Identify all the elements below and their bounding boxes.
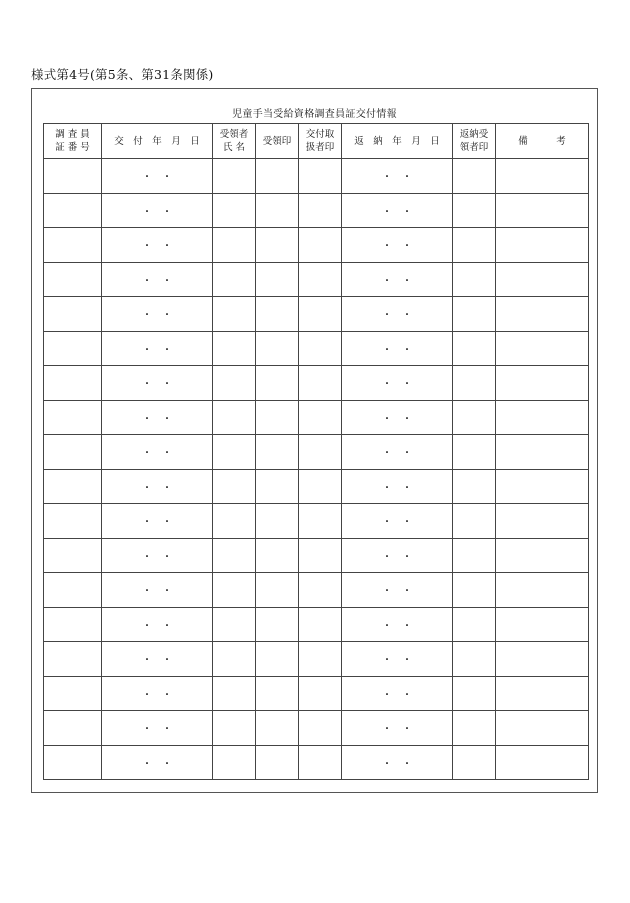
date-placeholder: ・ ・	[382, 517, 412, 529]
issuer-seal-cell[interactable]	[299, 607, 342, 642]
date-placeholder: ・ ・	[382, 241, 412, 253]
recipient-name-cell[interactable]	[213, 642, 256, 677]
investigator-id-cell[interactable]	[44, 642, 102, 677]
recipient-seal-cell[interactable]	[256, 676, 299, 711]
issue-date-cell[interactable]	[102, 366, 213, 401]
date-placeholder: ・ ・	[382, 310, 412, 322]
investigator-id-cell[interactable]	[44, 193, 102, 228]
return-date-cell[interactable]	[342, 228, 453, 263]
return-receiver-seal-cell[interactable]	[453, 159, 496, 194]
investigator-id-cell[interactable]	[44, 297, 102, 332]
table-row	[44, 676, 589, 711]
table-row	[44, 331, 589, 366]
return-date-cell[interactable]	[342, 504, 453, 539]
date-placeholder: ・ ・	[382, 655, 412, 667]
return-date-cell[interactable]	[342, 297, 453, 332]
date-placeholder: ・ ・	[142, 413, 172, 425]
date-placeholder: ・ ・	[382, 206, 412, 218]
issuer-seal-cell[interactable]	[299, 469, 342, 504]
recipient-seal-cell[interactable]	[256, 607, 299, 642]
remarks-cell[interactable]	[496, 642, 589, 677]
date-placeholder: ・ ・	[382, 448, 412, 460]
return-receiver-seal-cell[interactable]	[453, 193, 496, 228]
issuer-seal-cell[interactable]	[299, 573, 342, 608]
header-return-receiver-seal: 返納受 領者印	[453, 124, 496, 159]
issuer-seal-cell[interactable]	[299, 642, 342, 677]
return-date-cell[interactable]	[342, 469, 453, 504]
recipient-name-cell[interactable]	[213, 228, 256, 263]
recipient-name-cell[interactable]	[213, 573, 256, 608]
table-body	[44, 159, 589, 780]
date-placeholder: ・ ・	[142, 655, 172, 667]
recipient-seal-cell[interactable]	[256, 159, 299, 194]
date-placeholder: ・ ・	[382, 379, 412, 391]
recipient-name-cell[interactable]	[213, 607, 256, 642]
issue-date-cell[interactable]	[102, 642, 213, 677]
issue-date-cell[interactable]	[102, 538, 213, 573]
table-row	[44, 745, 589, 780]
recipient-name-cell[interactable]	[213, 331, 256, 366]
recipient-seal-cell[interactable]	[256, 642, 299, 677]
table-row	[44, 711, 589, 746]
date-placeholder: ・ ・	[382, 620, 412, 632]
table-title: 児童手当受給資格調査員証交付情報	[232, 109, 397, 120]
return-receiver-seal-cell[interactable]	[453, 366, 496, 401]
recipient-seal-cell[interactable]	[256, 400, 299, 435]
date-placeholder: ・ ・	[382, 482, 412, 494]
issuer-seal-cell[interactable]	[299, 228, 342, 263]
issuer-seal-cell[interactable]	[299, 159, 342, 194]
remarks-cell[interactable]	[496, 400, 589, 435]
recipient-seal-cell[interactable]	[256, 711, 299, 746]
date-placeholder: ・ ・	[142, 517, 172, 529]
investigator-id-cell[interactable]	[44, 676, 102, 711]
table-row	[44, 262, 589, 297]
issuer-seal-cell[interactable]	[299, 297, 342, 332]
table-row	[44, 159, 589, 194]
recipient-name-cell[interactable]	[213, 711, 256, 746]
recipient-name-cell[interactable]	[213, 400, 256, 435]
recipient-name-cell[interactable]	[213, 745, 256, 780]
date-placeholder: ・ ・	[382, 275, 412, 287]
table-row	[44, 193, 589, 228]
return-date-cell[interactable]	[342, 642, 453, 677]
investigator-id-cell[interactable]	[44, 573, 102, 608]
return-receiver-seal-cell[interactable]	[453, 504, 496, 539]
recipient-name-cell[interactable]	[213, 159, 256, 194]
issue-date-cell[interactable]	[102, 573, 213, 608]
investigator-id-cell[interactable]	[44, 607, 102, 642]
table-row	[44, 573, 589, 608]
date-placeholder: ・ ・	[142, 586, 172, 598]
return-receiver-seal-cell[interactable]	[453, 573, 496, 608]
issue-date-cell[interactable]	[102, 400, 213, 435]
return-date-cell[interactable]	[342, 711, 453, 746]
remarks-cell[interactable]	[496, 469, 589, 504]
investigator-id-cell[interactable]	[44, 745, 102, 780]
header-issue-date: 交 付 年 月 日	[102, 124, 213, 159]
issuer-seal-cell[interactable]	[299, 538, 342, 573]
table-row	[44, 469, 589, 504]
return-receiver-seal-cell[interactable]	[453, 676, 496, 711]
return-receiver-seal-cell[interactable]	[453, 745, 496, 780]
investigator-id-cell[interactable]	[44, 262, 102, 297]
return-date-cell[interactable]	[342, 262, 453, 297]
issue-date-cell[interactable]	[102, 469, 213, 504]
recipient-name-cell[interactable]	[213, 297, 256, 332]
date-placeholder: ・ ・	[142, 620, 172, 632]
recipient-seal-cell[interactable]	[256, 331, 299, 366]
recipient-seal-cell[interactable]	[256, 573, 299, 608]
return-receiver-seal-cell[interactable]	[453, 469, 496, 504]
issuer-seal-cell[interactable]	[299, 400, 342, 435]
recipient-seal-cell[interactable]	[256, 469, 299, 504]
recipient-name-cell[interactable]	[213, 435, 256, 470]
return-date-cell[interactable]	[342, 435, 453, 470]
recipient-seal-cell[interactable]	[256, 366, 299, 401]
issuer-seal-cell[interactable]	[299, 435, 342, 470]
issue-date-cell[interactable]	[102, 262, 213, 297]
return-receiver-seal-cell[interactable]	[453, 331, 496, 366]
remarks-cell[interactable]	[496, 331, 589, 366]
recipient-name-cell[interactable]	[213, 469, 256, 504]
table-row	[44, 435, 589, 470]
recipient-seal-cell[interactable]	[256, 193, 299, 228]
issue-date-cell[interactable]	[102, 228, 213, 263]
remarks-cell[interactable]	[496, 676, 589, 711]
return-date-cell[interactable]	[342, 159, 453, 194]
investigator-id-cell[interactable]	[44, 538, 102, 573]
record-table	[43, 123, 589, 780]
header-return-date: 返 納 年 月 日	[342, 124, 453, 159]
date-placeholder: ・ ・	[142, 310, 172, 322]
table-row	[44, 607, 589, 642]
issuer-seal-cell[interactable]	[299, 676, 342, 711]
return-date-cell[interactable]	[342, 193, 453, 228]
issuer-seal-cell[interactable]	[299, 366, 342, 401]
date-placeholder: ・ ・	[142, 275, 172, 287]
table-row	[44, 297, 589, 332]
date-placeholder: ・ ・	[142, 206, 172, 218]
remarks-cell[interactable]	[496, 573, 589, 608]
recipient-name-cell[interactable]	[213, 538, 256, 573]
date-placeholder: ・ ・	[142, 241, 172, 253]
date-placeholder: ・ ・	[382, 551, 412, 563]
date-placeholder: ・ ・	[142, 724, 172, 736]
date-placeholder: ・ ・	[142, 758, 172, 770]
date-placeholder: ・ ・	[142, 448, 172, 460]
return-date-cell[interactable]	[342, 366, 453, 401]
remarks-cell[interactable]	[496, 538, 589, 573]
date-placeholder: ・ ・	[382, 758, 412, 770]
return-receiver-seal-cell[interactable]	[453, 400, 496, 435]
return-date-cell[interactable]	[342, 676, 453, 711]
remarks-cell[interactable]	[496, 193, 589, 228]
remarks-cell[interactable]	[496, 607, 589, 642]
issue-date-cell[interactable]	[102, 711, 213, 746]
date-placeholder: ・ ・	[382, 172, 412, 184]
recipient-seal-cell[interactable]	[256, 745, 299, 780]
remarks-cell[interactable]	[496, 262, 589, 297]
remarks-cell[interactable]	[496, 366, 589, 401]
return-date-cell[interactable]	[342, 573, 453, 608]
date-placeholder: ・ ・	[382, 413, 412, 425]
header-investigator-id: 調 査 員 証 番 号	[44, 124, 102, 159]
remarks-cell[interactable]	[496, 504, 589, 539]
header-row	[44, 124, 589, 159]
recipient-seal-cell[interactable]	[256, 228, 299, 263]
recipient-seal-cell[interactable]	[256, 435, 299, 470]
issue-date-cell[interactable]	[102, 331, 213, 366]
table-row	[44, 504, 589, 539]
investigator-id-cell[interactable]	[44, 159, 102, 194]
recipient-seal-cell[interactable]	[256, 504, 299, 539]
investigator-id-cell[interactable]	[44, 504, 102, 539]
issue-date-cell[interactable]	[102, 607, 213, 642]
table-row	[44, 228, 589, 263]
investigator-id-cell[interactable]	[44, 366, 102, 401]
recipient-name-cell[interactable]	[213, 676, 256, 711]
table-row	[44, 400, 589, 435]
issue-date-cell[interactable]	[102, 676, 213, 711]
recipient-name-cell[interactable]	[213, 193, 256, 228]
return-receiver-seal-cell[interactable]	[453, 228, 496, 263]
return-receiver-seal-cell[interactable]	[453, 607, 496, 642]
return-receiver-seal-cell[interactable]	[453, 538, 496, 573]
date-placeholder: ・ ・	[142, 172, 172, 184]
return-receiver-seal-cell[interactable]	[453, 262, 496, 297]
date-placeholder: ・ ・	[142, 689, 172, 701]
header-recipient-seal: 受領印	[256, 124, 299, 159]
issuer-seal-cell[interactable]	[299, 331, 342, 366]
investigator-id-cell[interactable]	[44, 228, 102, 263]
remarks-cell[interactable]	[496, 297, 589, 332]
remarks-cell[interactable]	[496, 745, 589, 780]
header-remarks: 備 考	[496, 124, 589, 159]
date-placeholder: ・ ・	[382, 344, 412, 356]
investigator-id-cell[interactable]	[44, 435, 102, 470]
issuer-seal-cell[interactable]	[299, 193, 342, 228]
return-receiver-seal-cell[interactable]	[453, 642, 496, 677]
issue-date-cell[interactable]	[102, 504, 213, 539]
return-receiver-seal-cell[interactable]	[453, 711, 496, 746]
form-frame	[31, 88, 598, 793]
recipient-seal-cell[interactable]	[256, 538, 299, 573]
investigator-id-cell[interactable]	[44, 331, 102, 366]
date-placeholder: ・ ・	[142, 344, 172, 356]
table-row	[44, 642, 589, 677]
issue-date-cell[interactable]	[102, 297, 213, 332]
date-placeholder: ・ ・	[142, 482, 172, 494]
return-receiver-seal-cell[interactable]	[453, 435, 496, 470]
date-placeholder: ・ ・	[382, 724, 412, 736]
return-date-cell[interactable]	[342, 400, 453, 435]
recipient-name-cell[interactable]	[213, 366, 256, 401]
issue-date-cell[interactable]	[102, 193, 213, 228]
issue-date-cell[interactable]	[102, 159, 213, 194]
date-placeholder: ・ ・	[142, 379, 172, 391]
investigator-id-cell[interactable]	[44, 469, 102, 504]
return-date-cell[interactable]	[342, 745, 453, 780]
issuer-seal-cell[interactable]	[299, 745, 342, 780]
return-date-cell[interactable]	[342, 607, 453, 642]
header-recipient-name: 受領者 氏 名	[213, 124, 256, 159]
issuer-seal-cell[interactable]	[299, 711, 342, 746]
date-placeholder: ・ ・	[382, 689, 412, 701]
table-row	[44, 366, 589, 401]
issue-date-cell[interactable]	[102, 435, 213, 470]
header-issuer-seal: 交付取 扱者印	[299, 124, 342, 159]
remarks-cell[interactable]	[496, 435, 589, 470]
recipient-name-cell[interactable]	[213, 504, 256, 539]
recipient-seal-cell[interactable]	[256, 297, 299, 332]
issue-date-cell[interactable]	[102, 745, 213, 780]
table-row	[44, 538, 589, 573]
return-receiver-seal-cell[interactable]	[453, 297, 496, 332]
recipient-name-cell[interactable]	[213, 262, 256, 297]
remarks-cell[interactable]	[496, 711, 589, 746]
issuer-seal-cell[interactable]	[299, 262, 342, 297]
remarks-cell[interactable]	[496, 159, 589, 194]
remarks-cell[interactable]	[496, 228, 589, 263]
recipient-seal-cell[interactable]	[256, 262, 299, 297]
return-date-cell[interactable]	[342, 331, 453, 366]
investigator-id-cell[interactable]	[44, 400, 102, 435]
date-placeholder: ・ ・	[382, 586, 412, 598]
date-placeholder: ・ ・	[142, 551, 172, 563]
form-label: 様式第4号(第5条、第31条関係)	[31, 67, 214, 82]
investigator-id-cell[interactable]	[44, 711, 102, 746]
issuer-seal-cell[interactable]	[299, 504, 342, 539]
return-date-cell[interactable]	[342, 538, 453, 573]
